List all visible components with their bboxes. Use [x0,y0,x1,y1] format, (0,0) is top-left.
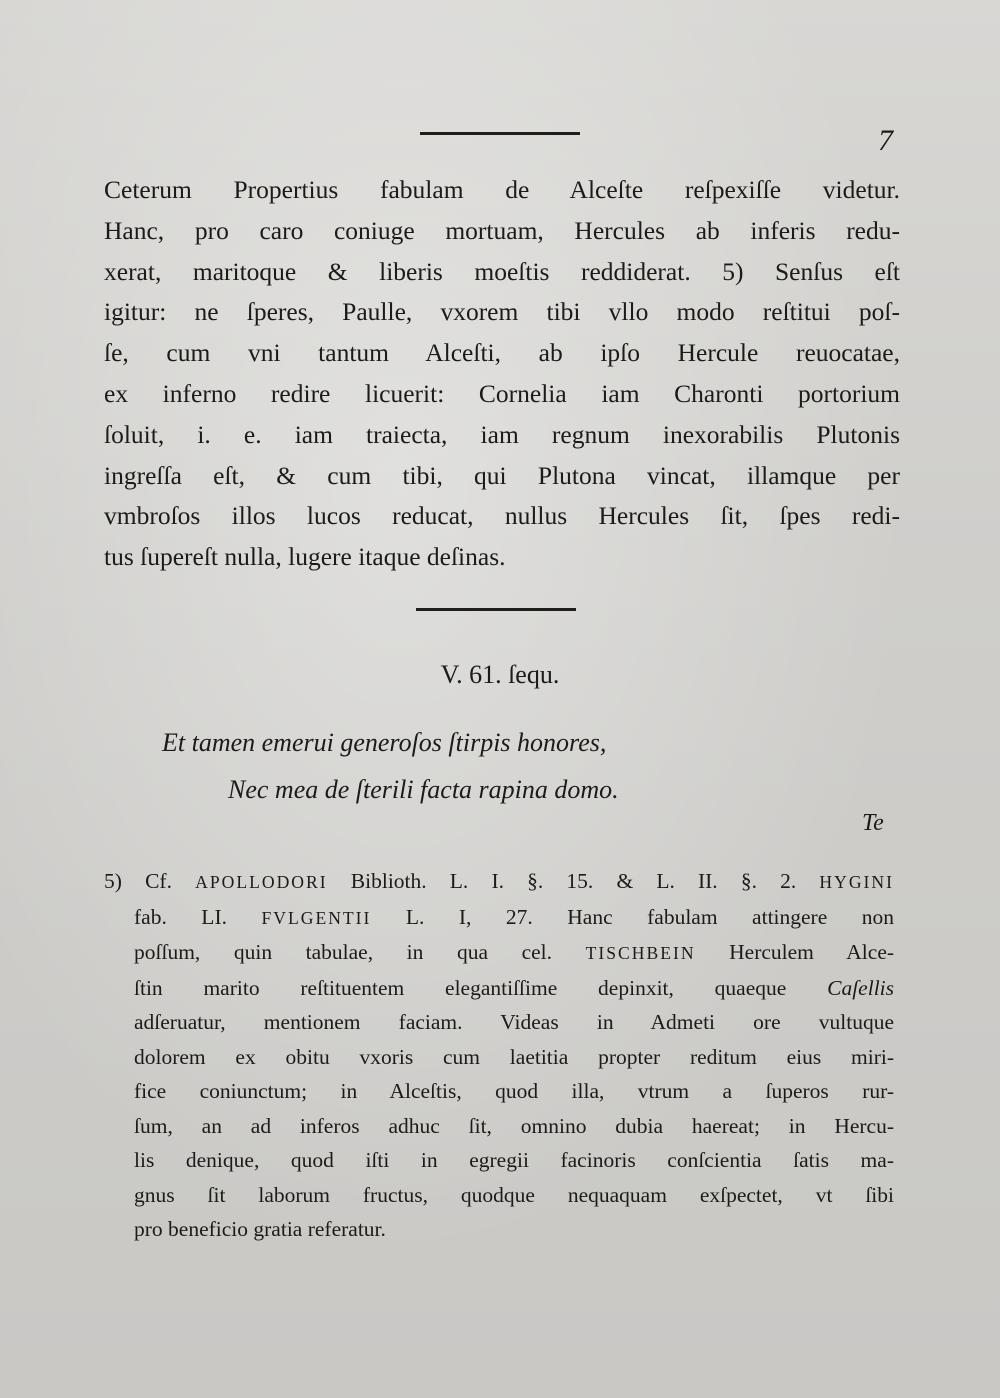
painter-name: TISCHBEIN [585,943,696,963]
footnote-text: Herculem Alce- [729,940,895,964]
paragraph-line: ingreſſa eſt, & cum tibi, qui Plutona vincat, illamque per [104,460,900,490]
footnote-text: 5) Cf. [104,869,172,893]
footnote-line [104,864,894,900]
footnote-text: L. I, 27. Hanc fabulam attingere non [405,904,894,929]
paragraph-line: Ceterum Propertius fabulam de Alceſte reſpexiſſe videtur. [104,175,900,204]
footnote-line: adſeruatur, mentionem faciam. Videas in Admeti ore vultuque [134,1010,894,1034]
section-rule [416,608,576,611]
verse-line: Nec mea de ſterili facta rapina domo. [228,775,619,804]
footnote-line: ſum, an ad inferos adhuc ſit, omnino dubia haereat; in Hercu- [134,1113,894,1138]
footnote-line: fice coniunctum; in Alceſtis, quod illa, vtrum a ſuperos rur- [134,1079,894,1103]
author-name: APOLLODORI [195,872,328,892]
footnote [104,864,894,1247]
catchword: Te [862,810,884,836]
paragraph-line: ſe, cum vni tantum Alceſti, ab ipſo Hercule reuocatae, [104,338,900,368]
main-paragraph [104,170,900,578]
verse-reference: V. 61. ſequ. [440,660,560,689]
footnote-line [104,900,894,936]
page-number: 7 [878,124,893,157]
author-name: HYGINI [819,872,895,892]
paragraph-line: igitur: ne ſperes, Paulle, vxorem tibi vllo modo reſtitui poſ- [104,297,900,327]
footnote-line: gnus ſit laborum fructus, quodque nequaquam exſpectet, vt ſibi [134,1182,894,1207]
paragraph-line: tus ſupereſt nulla, lugere itaque deſinas. [104,542,506,572]
paragraph-line: vmbroſos illos lucos reducat, nullus Hercules ſit, ſpes redi- [104,501,900,531]
paragraph-line: Hanc, pro caro coniuge mortuam, Hercules ab inferis redu- [104,215,900,245]
footnote-line: lis denique, quod iſti in egregii facinoris conſcientia ſatis ma- [134,1148,894,1172]
footnote-text: poſſum, quin tabulae, in qua cel. [134,940,553,964]
paragraph-line: ex inferno redire licuerit: Cornelia iam Charonti portorium [104,378,900,408]
verse-line: Et tamen emerui generoſos ſtirpis honores, [162,728,607,757]
footnote-line: dolorem ex obitu vxoris cum laetitia propter reditum eius miri- [134,1044,894,1069]
author-name: FVLGENTII [261,907,372,928]
footnote-text: ſtin marito reſtituentem elegantiſſime depinxit, quaeque [134,975,787,1000]
footnote-text: fab. LI. [134,904,227,929]
footnote-line [104,971,894,1006]
footnote-line: pro beneficio gratia referatur. [134,1217,386,1241]
footnote-line [104,935,894,971]
header-rule [420,132,580,135]
place-name: Caſellis [827,975,895,1000]
paragraph-line: ſoluit, i. e. iam traiecta, iam regnum inexorabilis Plutonis [104,419,900,449]
paragraph-line: xerat, maritoque & liberis moeſtis reddiderat. 5) Senſus eſt [104,256,900,286]
footnote-text: Biblioth. L. I. §. 15. & L. II. §. 2. [350,869,797,893]
